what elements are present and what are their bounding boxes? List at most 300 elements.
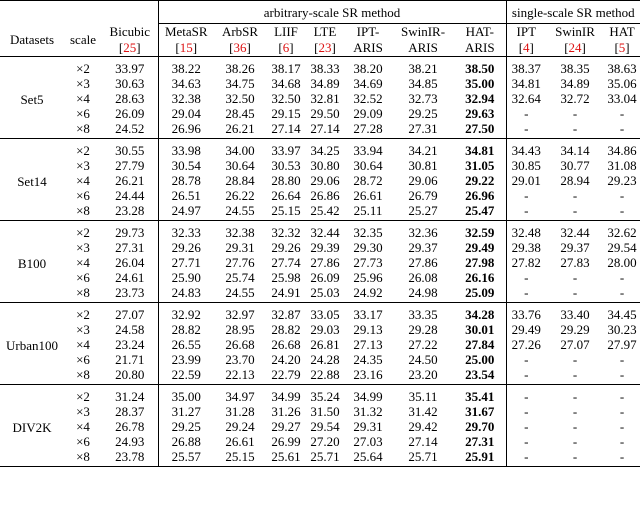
value-cell: 32.38 [225, 225, 255, 240]
value-cell: 24.91 [271, 285, 301, 300]
value-cell: 26.09 [115, 106, 145, 121]
arbitrary-scale-header: arbitrary-scale SR method [158, 1, 506, 24]
value-cell: 31.08 [607, 158, 637, 173]
scale-cell: ×2 [76, 307, 90, 322]
value-cell: 38.33 [310, 61, 340, 76]
value-cell: - [506, 419, 546, 434]
value-cell: 26.86 [310, 188, 340, 203]
value-cell: 28.82 [271, 322, 301, 337]
value-cell: 32.62 [607, 225, 637, 240]
value-cell: 25.00 [465, 352, 495, 367]
method-name: SwinIR- [400, 24, 446, 39]
value-cell: 23.24 [115, 337, 145, 352]
value-cell: 32.87 [271, 307, 301, 322]
value-cell: 28.80 [271, 173, 301, 188]
value-cell: 35.41 [465, 389, 495, 404]
value-cell: 34.45 [607, 307, 637, 322]
value-cell: 24.20 [271, 352, 301, 367]
value-cell: 22.59 [158, 367, 214, 385]
value-cell: 33.97 [271, 143, 301, 158]
citation-link[interactable]: 23 [318, 40, 332, 55]
value-cell: 27.76 [225, 255, 255, 270]
method-name: IPT [516, 24, 537, 39]
value-cell: 32.50 [271, 91, 301, 106]
value-cell: 27.07 [560, 337, 590, 352]
citation-link[interactable]: 25 [123, 40, 137, 55]
value-cell: 27.31 [465, 434, 495, 449]
method-header-ipt [344, 24, 392, 41]
value-cell: - [619, 270, 625, 285]
method-subheader-ipt [344, 40, 392, 57]
value-cell: 33.04 [607, 91, 637, 106]
value-cell: 32.72 [560, 91, 590, 106]
scale-header: scale [70, 32, 96, 48]
value-cell: 26.68 [271, 337, 301, 352]
value-cell: 34.81 [506, 76, 546, 91]
value-cell: 24.83 [158, 285, 214, 303]
value-cell: 29.23 [607, 173, 637, 188]
value-cell: 34.14 [560, 143, 590, 158]
value-cell: 27.14 [408, 434, 438, 449]
value-cell: 24.92 [353, 285, 383, 300]
value-cell: 22.79 [271, 367, 301, 382]
value-cell: 29.06 [408, 173, 438, 188]
value-cell: 29.26 [158, 240, 214, 255]
value-cell: 30.81 [408, 158, 438, 173]
value-cell: 28.00 [607, 255, 637, 270]
value-cell: - [572, 106, 578, 121]
value-cell: 25.74 [225, 270, 255, 285]
value-cell: 23.70 [225, 352, 255, 367]
value-cell: 34.97 [225, 389, 255, 404]
value-cell: 26.55 [158, 337, 214, 352]
value-cell: 32.94 [465, 91, 495, 106]
value-cell: - [572, 367, 578, 382]
value-cell: - [572, 449, 578, 464]
value-cell: 32.38 [158, 91, 214, 106]
value-cell: 32.52 [353, 91, 383, 106]
value-cell: - [572, 121, 578, 136]
value-cell: 25.15 [225, 449, 255, 464]
value-cell: 30.77 [560, 158, 590, 173]
table-row [0, 173, 640, 188]
value-cell: 32.32 [271, 225, 301, 240]
value-cell: 34.75 [225, 76, 255, 91]
value-cell: - [572, 352, 578, 367]
value-cell: - [619, 285, 625, 300]
value-cell: 27.83 [560, 255, 590, 270]
scale-cell: ×3 [76, 76, 90, 91]
value-cell: 30.64 [353, 158, 383, 173]
value-cell: 29.22 [465, 173, 495, 188]
value-cell: 28.45 [225, 106, 255, 121]
scale-cell: ×6 [76, 434, 90, 449]
method-name: HAT- [465, 24, 494, 39]
value-cell: 34.00 [225, 143, 255, 158]
value-cell: 30.80 [310, 158, 340, 173]
value-cell: 34.25 [310, 143, 340, 158]
value-cell: 32.50 [225, 91, 255, 106]
value-cell: 29.25 [408, 106, 438, 121]
value-cell: 34.43 [506, 139, 546, 159]
method-name-line2: ARIS [353, 40, 383, 55]
value-cell: 30.64 [225, 158, 255, 173]
scale-cell: ×8 [76, 285, 90, 300]
method-name-line2: ARIS [408, 40, 438, 55]
scale-cell: ×6 [76, 270, 90, 285]
value-cell: 24.58 [115, 322, 145, 337]
value-cell: 32.33 [158, 221, 214, 241]
value-cell: 28.78 [158, 173, 214, 188]
value-cell: 34.21 [408, 143, 438, 158]
value-cell: 29.50 [310, 106, 340, 121]
value-cell: 26.68 [225, 337, 255, 352]
value-cell: 26.81 [310, 337, 340, 352]
scale-cell: ×8 [76, 121, 90, 136]
value-cell: 26.21 [115, 173, 145, 188]
table-row [0, 106, 640, 121]
method-name: LIIF [274, 24, 298, 39]
value-cell: 31.42 [408, 404, 438, 419]
scale-cell: ×4 [76, 173, 90, 188]
value-cell: - [506, 121, 546, 139]
table-header [0, 1, 640, 57]
method-name: MetaSR [164, 24, 208, 39]
value-cell: 25.47 [465, 203, 495, 218]
scale-cell: ×8 [76, 367, 90, 382]
value-cell: - [506, 203, 546, 221]
value-cell: 23.99 [158, 352, 214, 367]
scale-cell: ×3 [76, 240, 90, 255]
method-name-line2: ARIS [464, 40, 495, 55]
value-cell: 29.27 [271, 419, 301, 434]
value-cell: 27.14 [310, 121, 340, 136]
value-cell: 27.79 [115, 158, 145, 173]
method-subheader-lte: [23] [314, 40, 336, 55]
dataset-label: B100 [17, 256, 47, 271]
value-cell: 34.86 [607, 143, 637, 158]
value-cell: 27.71 [158, 255, 214, 270]
scale-cell: ×8 [76, 449, 90, 464]
table-row [0, 404, 640, 419]
value-cell: - [619, 449, 625, 464]
value-cell: 26.64 [271, 188, 301, 203]
value-cell: 25.71 [408, 449, 438, 464]
value-cell: 25.09 [465, 285, 495, 300]
value-cell: 38.63 [607, 61, 637, 76]
method-name: HAT [609, 24, 635, 39]
value-cell: 33.35 [408, 307, 438, 322]
value-cell: 27.73 [353, 255, 383, 270]
table-row [0, 255, 640, 270]
table-row [0, 385, 640, 405]
value-cell: 31.67 [465, 404, 495, 419]
value-cell: 27.84 [465, 337, 495, 352]
value-cell: 28.95 [225, 322, 255, 337]
value-cell: 21.71 [115, 352, 145, 367]
value-cell: - [506, 385, 546, 405]
value-cell: 26.61 [353, 188, 383, 203]
table-row [0, 158, 640, 173]
value-cell: 32.35 [353, 225, 383, 240]
value-cell: 29.63 [465, 106, 495, 121]
value-cell: 30.55 [115, 143, 145, 158]
value-cell: 34.28 [465, 307, 495, 322]
value-cell: 24.55 [225, 285, 255, 300]
table-row [0, 203, 640, 221]
value-cell: 35.00 [158, 385, 214, 405]
citation-link[interactable]: 5 [618, 40, 626, 55]
value-cell: 27.26 [506, 337, 546, 352]
value-cell: 26.88 [158, 434, 214, 449]
method-header-metasr [158, 24, 214, 41]
value-cell: - [619, 389, 625, 404]
value-cell: 20.80 [115, 367, 145, 382]
value-cell: 28.37 [115, 404, 145, 419]
value-cell: - [572, 404, 578, 419]
value-cell: 31.24 [115, 389, 145, 404]
method-name: SwinIR [555, 24, 595, 39]
value-cell: 34.89 [560, 76, 590, 91]
header-row-methods [0, 24, 640, 41]
value-cell: - [572, 389, 578, 404]
value-cell: 26.99 [271, 434, 301, 449]
value-cell: 30.54 [158, 158, 214, 173]
value-cell: 25.61 [271, 449, 301, 464]
value-cell: 31.27 [158, 404, 214, 419]
value-cell: 26.51 [158, 188, 214, 203]
dataset-label: Set14 [17, 174, 47, 189]
table-row [0, 337, 640, 352]
method-subheader-swinir: [24] [564, 40, 586, 55]
value-cell: 29.39 [310, 240, 340, 255]
value-cell: 32.92 [158, 303, 214, 323]
value-cell: 32.81 [310, 91, 340, 106]
value-cell: 29.26 [271, 240, 301, 255]
value-cell: 28.72 [353, 173, 383, 188]
value-cell: 24.35 [353, 352, 383, 367]
value-cell: 38.22 [158, 57, 214, 77]
scale-cell: ×4 [76, 91, 90, 106]
value-cell: - [572, 285, 578, 300]
value-cell: 31.32 [353, 404, 383, 419]
scale-cell: ×2 [76, 143, 90, 158]
scale-cell: ×3 [76, 322, 90, 337]
value-cell: - [506, 449, 546, 467]
method-header-hat [604, 24, 640, 41]
value-cell: - [506, 106, 546, 121]
value-cell: 29.09 [353, 106, 383, 121]
value-cell: 27.28 [353, 121, 383, 136]
value-cell: 30.63 [115, 76, 145, 91]
value-cell: 24.28 [310, 352, 340, 367]
value-cell: 27.50 [465, 121, 495, 136]
value-cell: - [619, 434, 625, 449]
value-cell: 25.15 [271, 203, 301, 218]
scale-cell: ×2 [76, 225, 90, 240]
value-cell: 25.64 [353, 449, 383, 464]
table-row [0, 434, 640, 449]
value-cell: 27.31 [408, 121, 438, 136]
value-cell: - [572, 419, 578, 434]
value-cell: 29.01 [506, 173, 546, 188]
scale-cell: ×6 [76, 352, 90, 367]
method-subheader-bicubic: [25] [118, 40, 141, 55]
value-cell: 29.28 [408, 322, 438, 337]
value-cell: 26.61 [225, 434, 255, 449]
value-cell: 28.82 [158, 322, 214, 337]
value-cell: - [506, 270, 546, 285]
table-row [0, 419, 640, 434]
citation-link[interactable]: 24 [568, 40, 582, 55]
value-cell: 24.44 [115, 188, 145, 203]
table-row [0, 76, 640, 91]
value-cell: 25.11 [353, 203, 383, 218]
value-cell: 29.24 [225, 419, 255, 434]
value-cell: - [572, 188, 578, 203]
value-cell: 35.06 [607, 76, 637, 91]
table-row [0, 367, 640, 385]
value-cell: 34.69 [353, 76, 383, 91]
method-name: Bicubic [109, 23, 150, 39]
value-cell: 29.31 [353, 419, 383, 434]
value-cell: 27.31 [115, 240, 145, 255]
header-row-group-labels [0, 1, 640, 24]
value-cell: 27.20 [310, 434, 340, 449]
value-cell: 29.04 [158, 106, 214, 121]
value-cell: 34.63 [158, 76, 214, 91]
table-row [0, 240, 640, 255]
value-cell: 27.14 [271, 121, 301, 136]
value-cell: 33.40 [560, 307, 590, 322]
table-row [0, 303, 640, 323]
method-subheader-hat [454, 40, 506, 57]
single-scale-header: single-scale SR method [506, 1, 640, 24]
value-cell: - [619, 352, 625, 367]
citation-link[interactable]: 36 [233, 40, 247, 55]
value-cell: 38.26 [225, 61, 255, 76]
value-cell: 33.94 [353, 143, 383, 158]
method-header-lte [306, 24, 344, 41]
value-cell: 23.54 [465, 367, 495, 382]
value-cell: 26.16 [465, 270, 495, 285]
table-row [0, 270, 640, 285]
scale-cell: ×3 [76, 404, 90, 419]
value-cell: 29.49 [506, 322, 546, 337]
value-cell: 32.36 [408, 225, 438, 240]
citation-link[interactable]: 6 [282, 40, 290, 55]
dataset-label: Urban100 [6, 338, 58, 353]
value-cell: 32.59 [465, 225, 495, 240]
value-cell: - [572, 434, 578, 449]
value-cell: 28.63 [115, 91, 145, 106]
scale-cell: ×6 [76, 106, 90, 121]
value-cell: 27.74 [271, 255, 301, 270]
value-cell: 33.76 [506, 303, 546, 323]
citation-link[interactable]: 15 [179, 40, 193, 55]
value-cell: 38.20 [353, 61, 383, 76]
method-header-hat [454, 24, 506, 41]
citation-link[interactable]: 4 [523, 40, 530, 55]
value-cell: 38.37 [506, 57, 546, 77]
value-cell: 35.00 [465, 76, 495, 91]
table-row [0, 352, 640, 367]
value-cell: 32.64 [506, 91, 546, 106]
scale-cell: ×4 [76, 337, 90, 352]
value-cell: 33.17 [353, 307, 383, 322]
method-subheader-hat: [5] [614, 40, 630, 55]
value-cell: - [619, 106, 625, 121]
value-cell: 23.20 [408, 367, 438, 382]
method-subheader-ipt: [4] [506, 40, 546, 57]
value-cell: 27.22 [408, 337, 438, 352]
value-cell: 29.54 [310, 419, 340, 434]
value-cell: 23.73 [115, 285, 145, 300]
method-subheader-metasr: [15] [158, 40, 214, 57]
value-cell: 24.61 [115, 270, 145, 285]
value-cell: 29.73 [115, 225, 145, 240]
value-cell: 24.93 [115, 434, 145, 449]
value-cell: 38.21 [408, 61, 438, 76]
value-cell: 25.42 [310, 203, 340, 218]
value-cell: - [619, 203, 625, 218]
table-row [0, 221, 640, 241]
value-cell: 24.97 [158, 203, 214, 221]
value-cell: 27.86 [310, 255, 340, 270]
value-cell: 26.96 [465, 188, 495, 203]
method-subheader-swinir [392, 40, 454, 57]
value-cell: 28.84 [225, 173, 255, 188]
method-name: LTE [313, 24, 337, 39]
value-cell: 29.06 [310, 173, 340, 188]
value-cell: 26.79 [408, 188, 438, 203]
dataset-label: Set5 [20, 92, 44, 107]
value-cell: 34.85 [408, 76, 438, 91]
value-cell: 38.35 [560, 61, 590, 76]
value-cell: 23.16 [353, 367, 383, 382]
table-row [0, 139, 640, 159]
value-cell: 29.25 [158, 419, 214, 434]
value-cell: - [506, 367, 546, 385]
value-cell: 24.52 [115, 121, 145, 136]
value-cell: - [506, 434, 546, 449]
method-header-bicubic [102, 24, 158, 41]
value-cell: 25.27 [408, 203, 438, 218]
value-cell: 32.44 [310, 225, 340, 240]
method-header-arbsr [214, 24, 266, 41]
value-cell: 33.05 [310, 307, 340, 322]
value-cell: - [619, 419, 625, 434]
value-cell: 27.13 [353, 337, 383, 352]
value-cell: 30.23 [607, 322, 637, 337]
value-cell: 35.24 [310, 389, 340, 404]
value-cell: - [619, 404, 625, 419]
table-body [0, 57, 640, 467]
value-cell: 25.57 [158, 449, 214, 467]
scale-cell: ×2 [76, 61, 90, 76]
scale-cell: ×4 [76, 255, 90, 270]
scale-cell: ×8 [76, 203, 90, 218]
method-header-liif [266, 24, 306, 41]
value-cell: 34.81 [465, 143, 495, 158]
value-cell: 27.03 [353, 434, 383, 449]
datasets-header: Datasets [9, 32, 55, 48]
value-cell: 22.88 [310, 367, 340, 382]
table-row [0, 91, 640, 106]
value-cell: 24.98 [408, 285, 438, 300]
value-cell: 26.09 [310, 270, 340, 285]
value-cell: 34.68 [271, 76, 301, 91]
